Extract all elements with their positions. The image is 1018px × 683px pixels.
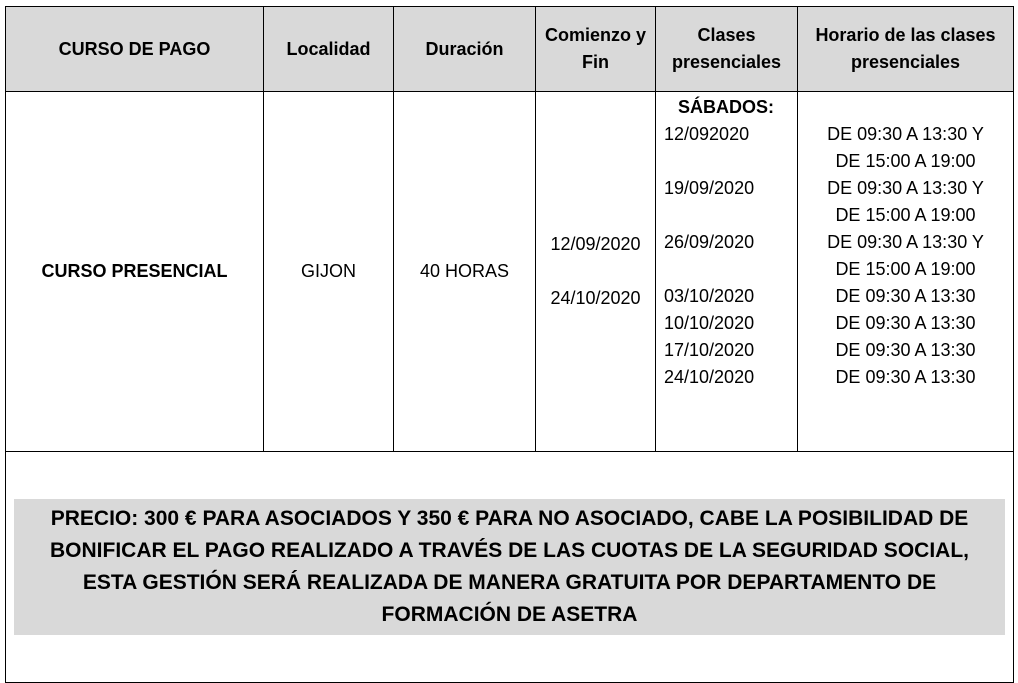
- table-row: [6, 92, 1014, 452]
- days-title: SÁBADOS:: [678, 97, 775, 117]
- class-date: 10/10/2020: [664, 313, 755, 333]
- schedule-line: DE 09:30 A 13:30 Y: [827, 178, 984, 198]
- header-comienzo-fin: Comienzo y Fin: [536, 7, 656, 92]
- class-date: 19/09/2020: [664, 178, 755, 198]
- schedule-line: DE 15:00 A 19:00: [835, 151, 976, 171]
- header-horario: Horario de las clases presenciales: [798, 7, 1014, 92]
- header-duracion: Duración: [394, 7, 536, 92]
- class-date: 12/092020: [664, 124, 750, 144]
- price-row: [6, 452, 1014, 683]
- cell-curso: CURSO PRESENCIAL: [6, 92, 264, 452]
- header-curso: CURSO DE PAGO: [6, 7, 264, 92]
- end-date: 24/10/2020: [550, 288, 641, 308]
- schedule-line: DE 09:30 A 13:30 Y: [827, 124, 984, 144]
- schedule-line: DE 09:30 A 13:30 Y: [827, 232, 984, 252]
- cell-clases: [656, 92, 798, 452]
- class-date: 24/10/2020: [664, 367, 755, 387]
- schedule-line: DE 15:00 A 19:00: [835, 259, 976, 279]
- price-cell: [6, 452, 1014, 683]
- cell-duracion: 40 HORAS: [394, 92, 536, 452]
- course-table: [5, 6, 1014, 683]
- class-date: 03/10/2020: [664, 286, 755, 306]
- schedule-line: DE 09:30 A 13:30: [835, 286, 976, 306]
- start-date: 12/09/2020: [550, 234, 641, 254]
- cell-comienzo-fin: [536, 92, 656, 452]
- header-clases: Clases presenciales: [656, 7, 798, 92]
- price-text: PRECIO: 300 € PARA ASOCIADOS Y 350 € PARA NO ASOCIADO, CABE LA POSIBILIDAD DE BONIFICAR EL PAGO REALIZADO A TRAVÉS DE LAS CUOTAS DE LA SEGURIDAD SOCIAL, ESTA GESTIÓN SERÁ REALIZADA DE MANERA GRATUITA POR DEPARTAMENTO DE FORMACIÓN DE ASETRA: [14, 499, 1005, 635]
- schedule-line: DE 09:30 A 13:30: [835, 313, 976, 333]
- cell-localidad: GIJON: [264, 92, 394, 452]
- schedule-line: DE 09:30 A 13:30: [835, 367, 976, 387]
- header-localidad: Localidad: [264, 7, 394, 92]
- table-header-row: [6, 7, 1014, 92]
- schedule-line: DE 15:00 A 19:00: [835, 205, 976, 225]
- class-date: 17/10/2020: [664, 340, 755, 360]
- schedule-line: DE 09:30 A 13:30: [835, 340, 976, 360]
- class-date: 26/09/2020: [664, 232, 755, 252]
- cell-horario: [798, 92, 1014, 452]
